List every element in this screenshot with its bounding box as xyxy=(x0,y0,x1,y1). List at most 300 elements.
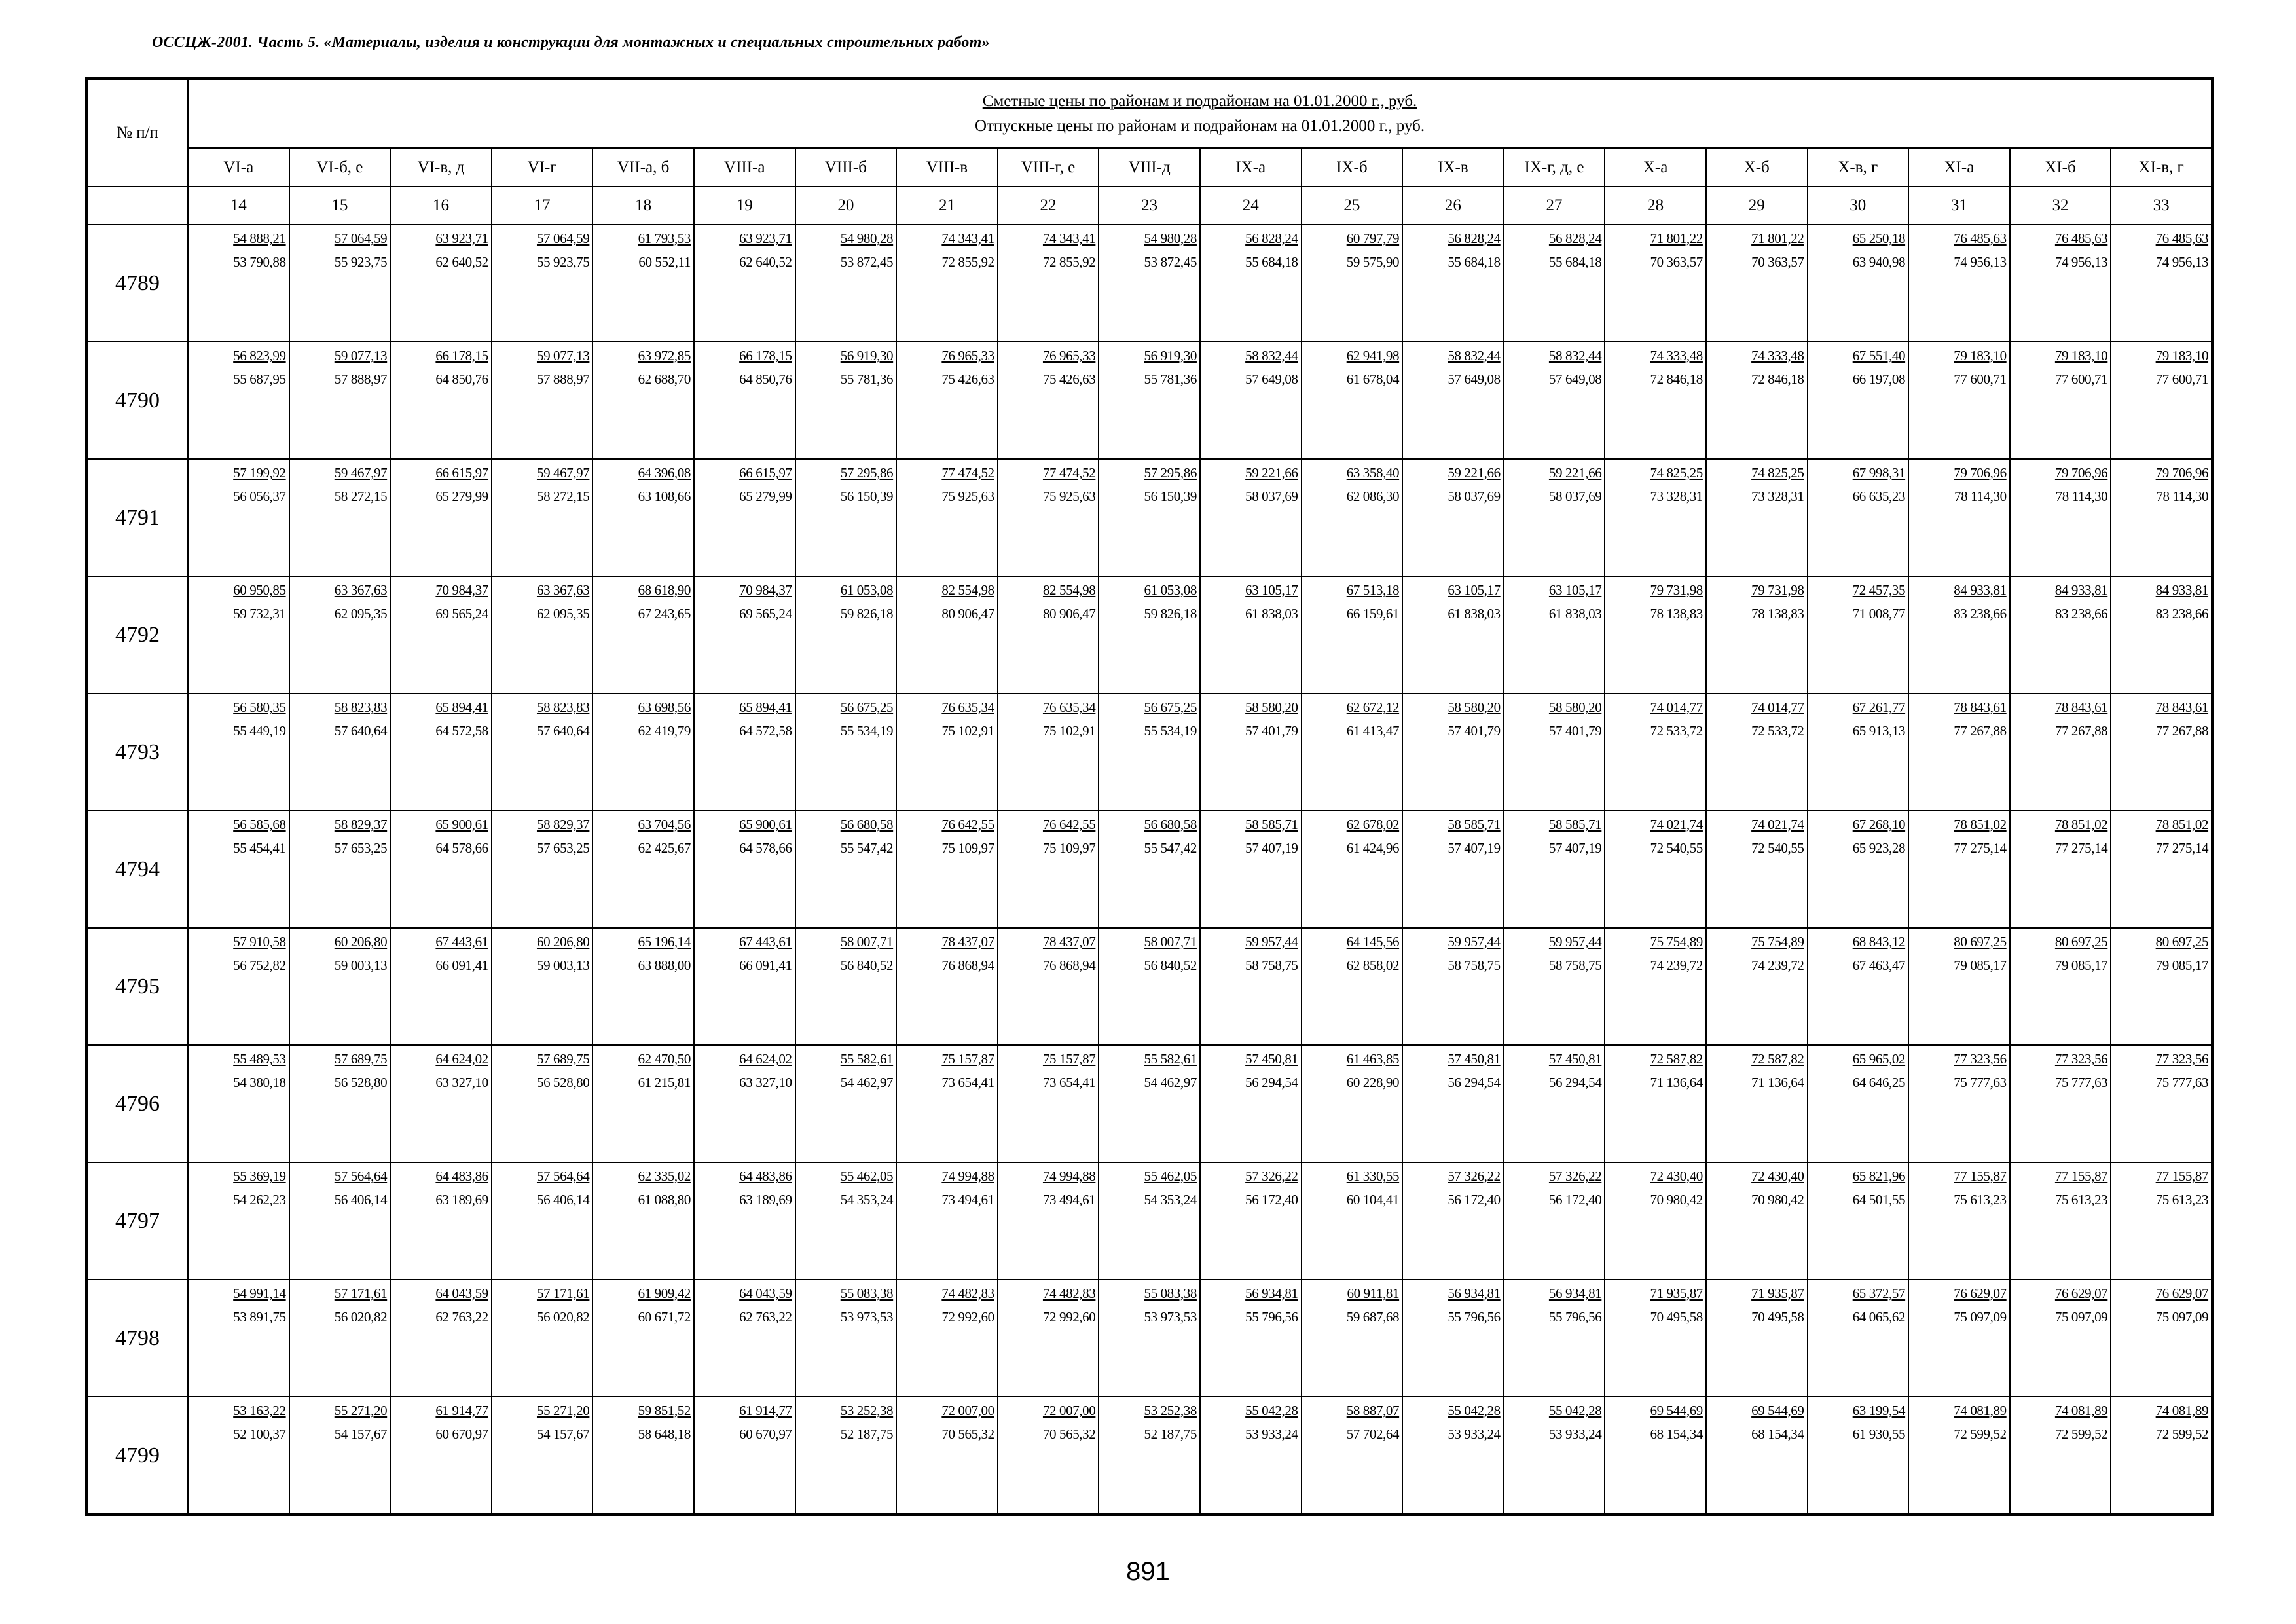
price-cell xyxy=(896,225,998,342)
column-number: 20 xyxy=(795,187,897,225)
release-price: 75 777,63 xyxy=(1954,1075,2007,1090)
price-cell xyxy=(592,576,694,693)
release-price: 77 600,71 xyxy=(2155,371,2209,387)
release-price: 63 108,66 xyxy=(638,489,691,504)
price-cell xyxy=(1706,225,1808,342)
estimate-price: 57 450,81 xyxy=(1448,1051,1501,1067)
release-price: 75 097,09 xyxy=(1954,1309,2007,1325)
price-cell xyxy=(1504,1162,1605,1280)
release-price: 56 172,40 xyxy=(1548,1192,1602,1208)
estimate-price: 56 934,81 xyxy=(1548,1285,1602,1301)
release-price: 60 228,90 xyxy=(1346,1075,1400,1090)
estimate-price: 55 489,53 xyxy=(233,1051,286,1067)
price-cell xyxy=(492,811,593,928)
release-price: 73 494,61 xyxy=(1042,1192,1096,1208)
price-cell xyxy=(390,576,492,693)
price-cell xyxy=(896,1397,998,1515)
price-cell xyxy=(1808,693,1909,811)
price-cell xyxy=(1808,811,1909,928)
release-price: 75 777,63 xyxy=(2155,1075,2209,1090)
estimate-price: 64 043,59 xyxy=(739,1285,792,1301)
price-cell xyxy=(694,342,795,459)
table-row xyxy=(86,811,2212,928)
price-cell xyxy=(2111,459,2212,576)
estimate-price: 77 323,56 xyxy=(2155,1051,2209,1067)
release-price: 56 020,82 xyxy=(536,1309,590,1325)
release-price: 61 838,03 xyxy=(1448,606,1501,621)
price-cell xyxy=(998,1045,1099,1162)
estimate-price: 67 513,18 xyxy=(1346,582,1400,598)
release-price: 75 426,63 xyxy=(1042,371,1096,387)
release-price: 64 850,76 xyxy=(435,371,488,387)
price-cell xyxy=(1200,693,1302,811)
estimate-price: 55 083,38 xyxy=(1144,1285,1197,1301)
estimate-price: 67 551,40 xyxy=(1852,348,1906,363)
estimate-price: 63 358,40 xyxy=(1346,465,1400,481)
estimate-price: 78 437,07 xyxy=(1042,934,1096,950)
column-number: 17 xyxy=(492,187,593,225)
release-price: 72 540,55 xyxy=(1751,840,1804,856)
estimate-price: 74 343,41 xyxy=(941,231,994,246)
release-price: 75 097,09 xyxy=(2054,1309,2108,1325)
estimate-price: 60 206,80 xyxy=(334,934,388,950)
release-price: 57 649,08 xyxy=(1245,371,1298,387)
price-cell xyxy=(1908,225,2010,342)
release-price: 55 796,56 xyxy=(1448,1309,1501,1325)
release-price: 57 649,08 xyxy=(1548,371,1602,387)
price-cell xyxy=(795,225,897,342)
estimate-price: 60 206,80 xyxy=(536,934,590,950)
price-cell xyxy=(289,459,391,576)
release-price: 65 279,99 xyxy=(739,489,792,504)
price-cell xyxy=(390,1280,492,1397)
price-cell xyxy=(492,1045,593,1162)
release-price: 73 328,31 xyxy=(1650,489,1703,504)
estimate-price: 55 462,05 xyxy=(840,1168,894,1184)
estimate-price: 74 994,88 xyxy=(941,1168,994,1184)
price-cell xyxy=(1808,576,1909,693)
price-cell xyxy=(1504,811,1605,928)
estimate-price: 65 965,02 xyxy=(1852,1051,1906,1067)
release-price: 53 933,24 xyxy=(1245,1426,1298,1442)
price-cell xyxy=(1504,459,1605,576)
price-cell xyxy=(1706,693,1808,811)
row-number: 4793 xyxy=(86,693,188,811)
price-cell xyxy=(2010,576,2111,693)
price-cell xyxy=(1605,693,1706,811)
price-cell xyxy=(1808,342,1909,459)
estimate-price: 64 624,02 xyxy=(435,1051,488,1067)
estimate-price: 68 618,90 xyxy=(638,582,691,598)
column-number: 33 xyxy=(2111,187,2212,225)
release-price: 78 114,30 xyxy=(1954,489,2007,504)
price-cell xyxy=(289,1162,391,1280)
release-price: 56 172,40 xyxy=(1245,1192,1298,1208)
price-cell xyxy=(998,811,1099,928)
price-cell xyxy=(2010,459,2111,576)
estimate-price: 75 157,87 xyxy=(1042,1051,1096,1067)
row-number: 4792 xyxy=(86,576,188,693)
release-price: 61 838,03 xyxy=(1245,606,1298,621)
zone-header: IX-в xyxy=(1402,148,1504,187)
column-number: 23 xyxy=(1099,187,1200,225)
price-cell xyxy=(492,693,593,811)
price-cell xyxy=(694,459,795,576)
estimate-price: 77 323,56 xyxy=(2054,1051,2108,1067)
zone-header: X-в, г xyxy=(1808,148,1909,187)
release-price: 78 114,30 xyxy=(2055,489,2108,504)
estimate-price: 62 335,02 xyxy=(638,1168,691,1184)
price-cell xyxy=(1099,342,1200,459)
estimate-price: 54 888,21 xyxy=(233,231,286,246)
price-cell xyxy=(1504,576,1605,693)
running-header: ОССЦЖ-2001. Часть 5. «Материалы, изделия и конструкции для монтажных и специальных строительных работ» xyxy=(152,34,990,51)
column-number: 27 xyxy=(1504,187,1605,225)
estimate-price: 57 689,75 xyxy=(334,1051,388,1067)
price-cell xyxy=(1706,342,1808,459)
table-row xyxy=(86,1162,2212,1280)
column-number: 21 xyxy=(896,187,998,225)
release-price: 73 328,31 xyxy=(1751,489,1804,504)
estimate-price: 56 585,68 xyxy=(233,817,286,832)
release-price: 73 494,61 xyxy=(941,1192,994,1208)
estimate-price: 77 155,87 xyxy=(2054,1168,2108,1184)
price-cell xyxy=(592,811,694,928)
price-cell xyxy=(998,1162,1099,1280)
estimate-price: 57 326,22 xyxy=(1245,1168,1298,1184)
estimate-price: 78 851,02 xyxy=(2054,817,2108,832)
estimate-price: 82 554,98 xyxy=(1042,582,1096,598)
price-cell xyxy=(1099,1397,1200,1515)
row-number: 4797 xyxy=(86,1162,188,1280)
price-cell xyxy=(1908,1045,2010,1162)
estimate-price: 72 430,40 xyxy=(1751,1168,1804,1184)
estimate-price: 79 706,96 xyxy=(2155,465,2209,481)
price-cell xyxy=(1706,811,1808,928)
price-cell xyxy=(694,811,795,928)
release-price: 57 401,79 xyxy=(1245,723,1298,739)
release-price: 68 154,34 xyxy=(1751,1426,1804,1442)
estimate-price: 56 934,81 xyxy=(1448,1285,1501,1301)
estimate-price: 63 698,56 xyxy=(638,699,691,715)
estimate-price: 64 145,56 xyxy=(1346,934,1400,950)
price-cell xyxy=(1200,1045,1302,1162)
price-cell xyxy=(1302,342,1403,459)
price-cell xyxy=(1402,693,1504,811)
price-cell xyxy=(1706,1162,1808,1280)
release-price: 55 796,56 xyxy=(1548,1309,1602,1325)
release-price: 65 923,28 xyxy=(1852,840,1906,856)
price-cell xyxy=(592,459,694,576)
estimate-price: 59 221,66 xyxy=(1448,465,1501,481)
price-cell xyxy=(1402,1397,1504,1515)
estimate-price: 58 007,71 xyxy=(1144,934,1197,950)
estimate-price: 57 295,86 xyxy=(840,465,894,481)
price-cell xyxy=(289,342,391,459)
release-price: 54 157,67 xyxy=(536,1426,590,1442)
release-price: 56 294,54 xyxy=(1548,1075,1602,1090)
release-price: 58 037,69 xyxy=(1448,489,1501,504)
price-cell xyxy=(1706,1397,1808,1515)
release-price: 72 599,52 xyxy=(2054,1426,2108,1442)
estimate-price: 70 984,37 xyxy=(739,582,792,598)
estimate-price: 59 467,97 xyxy=(536,465,590,481)
table-row xyxy=(86,1045,2212,1162)
release-price: 58 037,69 xyxy=(1245,489,1298,504)
estimate-price: 63 923,71 xyxy=(435,231,488,246)
release-price: 55 547,42 xyxy=(1144,840,1197,856)
estimate-price: 68 843,12 xyxy=(1852,934,1906,950)
zone-title-release: Отпускные цены по районам и подрайонам на 01.01.2000 г., руб. xyxy=(974,117,1425,135)
price-cell xyxy=(2010,1280,2111,1397)
estimate-price: 74 825,25 xyxy=(1751,465,1804,481)
release-price: 62 763,22 xyxy=(435,1309,488,1325)
release-price: 66 091,41 xyxy=(739,957,792,973)
release-price: 61 930,55 xyxy=(1852,1426,1906,1442)
release-price: 60 670,97 xyxy=(435,1426,488,1442)
price-cell xyxy=(795,1045,897,1162)
price-cell xyxy=(795,693,897,811)
release-price: 77 267,88 xyxy=(2155,723,2209,739)
release-price: 70 565,32 xyxy=(941,1426,994,1442)
release-price: 67 243,65 xyxy=(638,606,691,621)
estimate-price: 58 585,71 xyxy=(1548,817,1602,832)
release-price: 63 888,00 xyxy=(638,957,691,973)
estimate-price: 61 909,42 xyxy=(638,1285,691,1301)
estimate-price: 56 680,58 xyxy=(840,817,894,832)
price-cell xyxy=(896,1045,998,1162)
price-cell xyxy=(492,928,593,1045)
price-cell xyxy=(289,576,391,693)
release-price: 73 654,41 xyxy=(941,1075,994,1090)
estimate-price: 66 615,97 xyxy=(435,465,488,481)
row-number: 4799 xyxy=(86,1397,188,1515)
estimate-price: 56 934,81 xyxy=(1245,1285,1298,1301)
release-price: 75 613,23 xyxy=(2155,1192,2209,1208)
estimate-price: 53 252,38 xyxy=(840,1403,894,1418)
price-cell xyxy=(896,576,998,693)
price-cell xyxy=(1099,1162,1200,1280)
release-price: 57 407,19 xyxy=(1448,840,1501,856)
release-price: 63 940,98 xyxy=(1852,254,1906,270)
release-price: 70 980,42 xyxy=(1751,1192,1804,1208)
release-price: 72 599,52 xyxy=(2155,1426,2209,1442)
release-price: 56 150,39 xyxy=(840,489,894,504)
price-cell xyxy=(1302,928,1403,1045)
estimate-price: 56 675,25 xyxy=(840,699,894,715)
release-price: 61 838,03 xyxy=(1548,606,1602,621)
release-price: 80 906,47 xyxy=(941,606,994,621)
estimate-price: 63 367,63 xyxy=(536,582,590,598)
zone-header: VI-г xyxy=(492,148,593,187)
table-row xyxy=(86,459,2212,576)
release-price: 52 187,75 xyxy=(840,1426,894,1442)
price-cell xyxy=(592,1397,694,1515)
column-number: 15 xyxy=(289,187,391,225)
price-cell xyxy=(1605,576,1706,693)
price-cell xyxy=(2010,1162,2111,1280)
estimate-price: 78 437,07 xyxy=(941,934,994,950)
price-cell xyxy=(592,1162,694,1280)
price-cell xyxy=(2111,342,2212,459)
row-number: 4789 xyxy=(86,225,188,342)
estimate-price: 57 064,59 xyxy=(536,231,590,246)
price-cell xyxy=(1504,342,1605,459)
estimate-price: 57 171,61 xyxy=(536,1285,590,1301)
price-cell xyxy=(592,693,694,811)
release-price: 69 565,24 xyxy=(435,606,488,621)
row-number: 4798 xyxy=(86,1280,188,1397)
release-price: 56 406,14 xyxy=(536,1192,590,1208)
price-cell xyxy=(1302,811,1403,928)
price-cell xyxy=(998,225,1099,342)
release-price: 63 189,69 xyxy=(739,1192,792,1208)
release-price: 75 109,97 xyxy=(941,840,994,856)
estimate-price: 58 832,44 xyxy=(1448,348,1501,363)
release-price: 83 238,66 xyxy=(1954,606,2007,621)
row-number: 4796 xyxy=(86,1045,188,1162)
release-price: 75 777,63 xyxy=(2054,1075,2108,1090)
price-cell xyxy=(2111,576,2212,693)
release-price: 70 495,58 xyxy=(1650,1309,1703,1325)
release-price: 58 272,15 xyxy=(334,489,388,504)
release-price: 56 056,37 xyxy=(233,489,286,504)
estimate-price: 76 642,55 xyxy=(1042,817,1096,832)
zone-header: IX-а xyxy=(1200,148,1302,187)
price-cell xyxy=(1605,225,1706,342)
estimate-price: 61 914,77 xyxy=(739,1403,792,1418)
release-price: 70 980,42 xyxy=(1650,1192,1703,1208)
release-price: 64 572,58 xyxy=(435,723,488,739)
release-price: 55 923,75 xyxy=(334,254,388,270)
estimate-price: 55 042,28 xyxy=(1448,1403,1501,1418)
release-price: 53 973,53 xyxy=(840,1309,894,1325)
release-price: 70 363,57 xyxy=(1650,254,1703,270)
release-price: 57 640,64 xyxy=(536,723,590,739)
price-cell xyxy=(1200,576,1302,693)
table-row xyxy=(86,1397,2212,1515)
price-cell xyxy=(1706,576,1808,693)
release-price: 57 640,64 xyxy=(334,723,388,739)
estimate-price: 55 271,20 xyxy=(334,1403,388,1418)
price-cell xyxy=(2010,1397,2111,1515)
price-cell xyxy=(492,576,593,693)
price-cell xyxy=(896,459,998,576)
estimate-price: 78 851,02 xyxy=(1954,817,2007,832)
estimate-price: 77 323,56 xyxy=(1954,1051,2007,1067)
release-price: 62 640,52 xyxy=(435,254,488,270)
price-cell xyxy=(1605,1162,1706,1280)
price-cell xyxy=(998,693,1099,811)
release-price: 54 353,24 xyxy=(1144,1192,1197,1208)
price-cell xyxy=(1200,225,1302,342)
price-cell xyxy=(1808,225,1909,342)
price-cell xyxy=(390,1045,492,1162)
release-price: 70 495,58 xyxy=(1751,1309,1804,1325)
release-price: 77 267,88 xyxy=(2054,723,2108,739)
estimate-price: 75 754,89 xyxy=(1751,934,1804,950)
release-price: 71 136,64 xyxy=(1650,1075,1703,1090)
estimate-price: 74 081,89 xyxy=(2155,1403,2209,1418)
zone-header: XI-а xyxy=(1908,148,2010,187)
price-cell xyxy=(1099,459,1200,576)
price-cell xyxy=(2010,225,2111,342)
estimate-price: 78 843,61 xyxy=(2054,699,2108,715)
release-price: 55 449,19 xyxy=(233,723,286,739)
price-cell xyxy=(390,342,492,459)
price-cell xyxy=(795,1162,897,1280)
price-cell xyxy=(1402,1280,1504,1397)
estimate-price: 69 544,69 xyxy=(1650,1403,1703,1418)
estimate-price: 59 077,13 xyxy=(536,348,590,363)
estimate-price: 79 183,10 xyxy=(2155,348,2209,363)
release-price: 58 758,75 xyxy=(1548,957,1602,973)
estimate-price: 76 629,07 xyxy=(2155,1285,2209,1301)
price-cell xyxy=(188,811,289,928)
column-number: 22 xyxy=(998,187,1099,225)
release-price: 56 406,14 xyxy=(334,1192,388,1208)
price-cell xyxy=(1908,693,2010,811)
column-number: 19 xyxy=(694,187,795,225)
release-price: 61 678,04 xyxy=(1346,371,1400,387)
release-price: 59 575,90 xyxy=(1346,254,1400,270)
price-cell xyxy=(2111,693,2212,811)
estimate-price: 58 887,07 xyxy=(1346,1403,1400,1418)
price-cell xyxy=(1402,1162,1504,1280)
estimate-price: 61 053,08 xyxy=(1144,582,1197,598)
estimate-price: 65 894,41 xyxy=(435,699,488,715)
estimate-price: 67 261,77 xyxy=(1852,699,1906,715)
estimate-price: 63 199,54 xyxy=(1852,1403,1906,1418)
price-cell xyxy=(1605,459,1706,576)
price-cell xyxy=(2111,225,2212,342)
price-cell xyxy=(1808,459,1909,576)
estimate-price: 56 828,24 xyxy=(1548,231,1602,246)
release-price: 64 646,25 xyxy=(1852,1075,1906,1090)
release-price: 53 790,88 xyxy=(233,254,286,270)
estimate-price: 58 829,37 xyxy=(334,817,388,832)
release-price: 57 888,97 xyxy=(334,371,388,387)
estimate-price: 76 629,07 xyxy=(1954,1285,2007,1301)
price-cell xyxy=(1099,928,1200,1045)
estimate-price: 75 157,87 xyxy=(941,1051,994,1067)
release-price: 61 413,47 xyxy=(1346,723,1400,739)
estimate-price: 67 443,61 xyxy=(739,934,792,950)
price-cell xyxy=(188,225,289,342)
estimate-price: 84 933,81 xyxy=(1954,582,2007,598)
estimate-price: 63 105,17 xyxy=(1448,582,1501,598)
price-cell xyxy=(1504,928,1605,1045)
estimate-price: 79 183,10 xyxy=(1954,348,2007,363)
estimate-price: 56 675,25 xyxy=(1144,699,1197,715)
estimate-price: 65 196,14 xyxy=(638,934,691,950)
release-price: 75 613,23 xyxy=(2054,1192,2108,1208)
price-cell xyxy=(289,1397,391,1515)
release-price: 64 065,62 xyxy=(1852,1309,1906,1325)
estimate-price: 78 843,61 xyxy=(1954,699,2007,715)
estimate-price: 56 919,30 xyxy=(1144,348,1197,363)
estimate-price: 78 851,02 xyxy=(2155,817,2209,832)
estimate-price: 61 053,08 xyxy=(840,582,894,598)
release-price: 72 855,92 xyxy=(941,254,994,270)
release-price: 55 684,18 xyxy=(1448,254,1501,270)
estimate-price: 59 957,44 xyxy=(1548,934,1602,950)
price-cell xyxy=(1402,1045,1504,1162)
release-price: 54 462,97 xyxy=(840,1075,894,1090)
estimate-price: 74 482,83 xyxy=(941,1285,994,1301)
estimate-price: 57 171,61 xyxy=(334,1285,388,1301)
price-cell xyxy=(1402,342,1504,459)
